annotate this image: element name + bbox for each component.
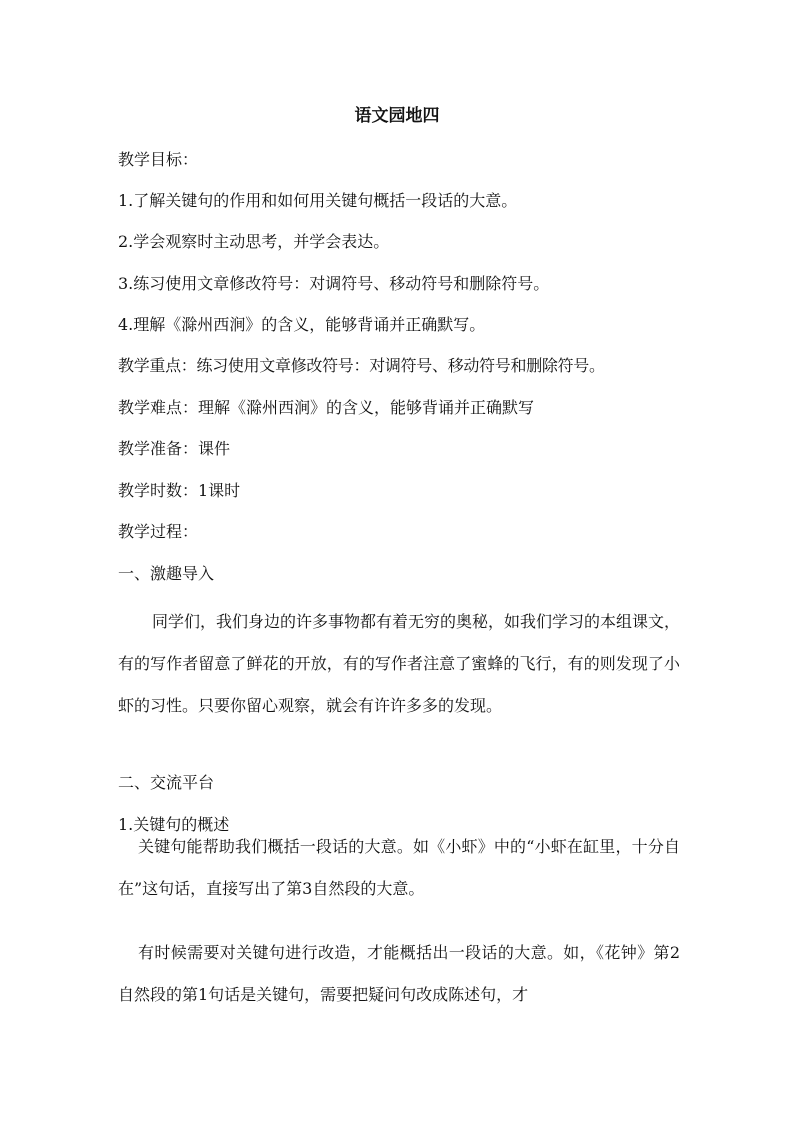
objective-2: 2.学会观察时主动思考，并学会表达。 (118, 232, 390, 251)
teaching-hours: 教学时数：1课时 (118, 481, 241, 500)
preparation: 教学准备：课件 (118, 439, 231, 458)
document-title: 语文园地四 (354, 106, 440, 126)
objective-1: 1.了解关键句的作用和如何用关键句概括一段话的大意。 (118, 191, 518, 210)
section-heading-1: 一、激趣导入 (118, 564, 215, 583)
objective-4: 4.理解《滁州西涧》的含义，能够背诵并正确默写。 (118, 315, 486, 334)
key-points: 教学重点：练习使用文章修改符号：对调符号、移动符号和删除符号。 (118, 356, 605, 375)
objective-3: 3.练习使用文章修改符号：对调符号、移动符号和删除符号。 (118, 274, 550, 293)
rewrite-paragraph: 有时候需要对关键句进行改造，才能概括出一段话的大意。如，《花钟》第2自然段的第1句话是关键句，需要把疑问句改成陈述句，才 (118, 943, 680, 1004)
process-heading: 教学过程： (118, 522, 199, 541)
key-sentence-paragraph: 关键句能帮助我们概括一段话的大意。如《小虾》中的“小虾在缸里，十分自在”这句话，直接写出了第3自然段的大意。 (118, 837, 680, 898)
subsection-heading-1: 1.关键句的概述 (118, 815, 230, 834)
section-heading-2: 二、交流平台 (118, 773, 215, 792)
intro-paragraph: 同学们，我们身边的许多事物都有着无穷的奥秘，如我们学习的本组课文，有的写作者留意了鲜花的开放，有的写作者注意了蜜蜂的飞行，有的则发现了小虾的习性。只要你留心观察，就会有许许多多的发现。 (118, 612, 681, 715)
objectives-heading: 教学目标： (118, 150, 199, 169)
difficulties: 教学难点：理解《滁州西涧》的含义，能够背诵并正确默写 (118, 398, 535, 417)
